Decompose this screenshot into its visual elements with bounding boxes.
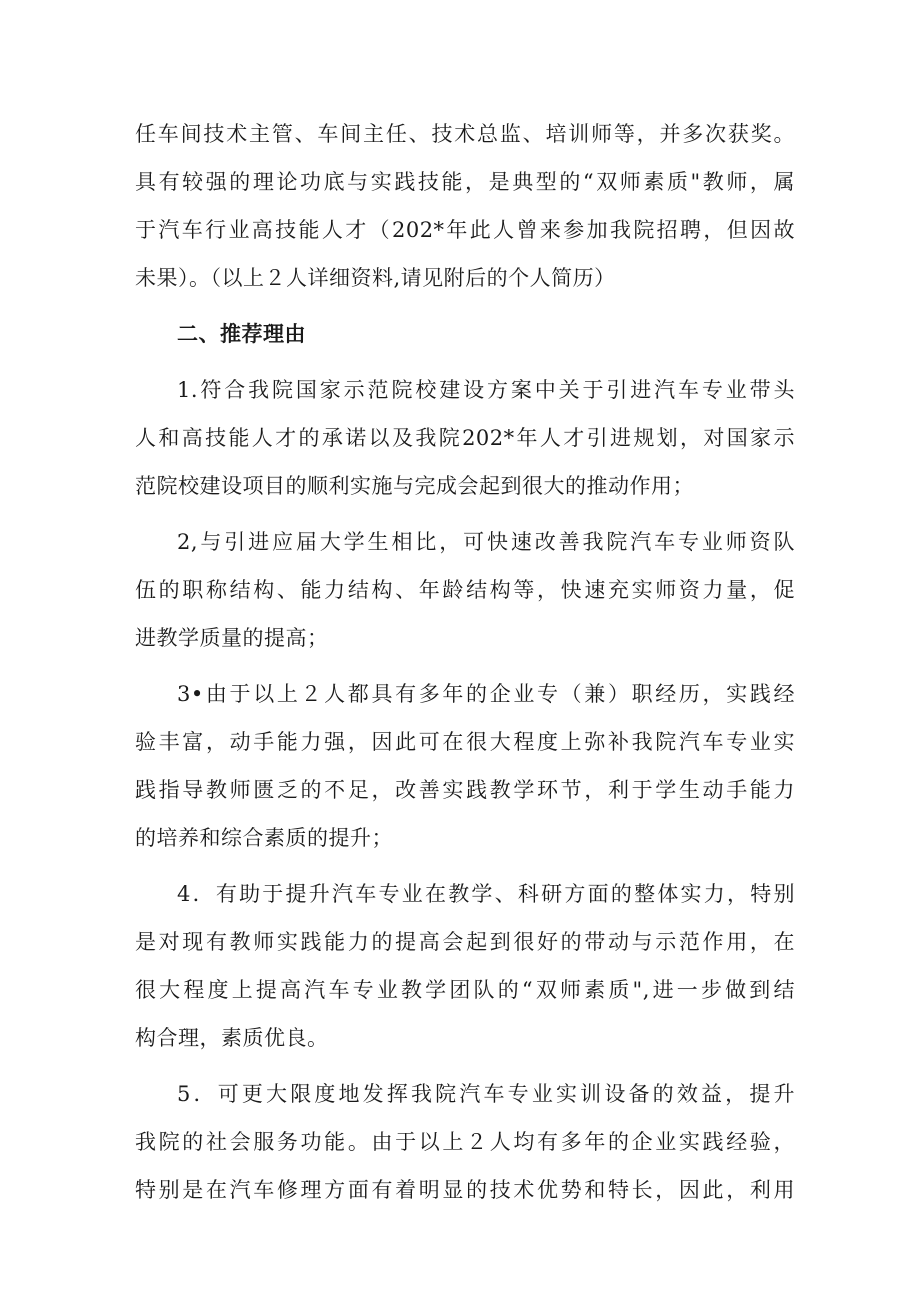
reason-paragraph-3 (135, 670, 795, 862)
text-line: 构合理，素质优良。 (135, 1026, 329, 1050)
text-line: 于汽车行业高技能人才（202*年此人曾来参加我院招聘，但因故 (135, 218, 795, 242)
text-line: 范院校建设项目的顺利实施与完成会起到很大的推动作用； (135, 474, 694, 498)
reason-paragraph-5 (135, 1070, 795, 1214)
intro-paragraph (135, 110, 795, 302)
text-line: 具有较强的理论功底与实践技能，是典型的“双师素质"教师，属 (135, 170, 795, 194)
text-line: 践指导教师匮乏的不足，改善实践教学环节，利于学生动手能力 (135, 778, 795, 802)
reason-paragraph-1 (135, 366, 795, 510)
reason-paragraph-2 (135, 518, 795, 662)
text-line: 我院的社会服务功能。由于以上２人均有多年的企业实践经验， (135, 1130, 795, 1154)
text-line: 1.符合我院国家示范院校建设方案中关于引进汽车专业带头 (177, 378, 795, 402)
text-line: 未果）。（以上２人详细资料,请见附后的个人简历） (135, 266, 616, 290)
text-line: 伍的职称结构、能力结构、年龄结构等，快速充实师资力量，促 (135, 578, 795, 602)
reason-paragraph-4 (135, 870, 795, 1062)
text-line: 进教学质量的提高； (135, 626, 329, 650)
text-line: 人和高技能人才的承诺以及我院202*年人才引进规划，对国家示 (135, 426, 795, 450)
text-line: 特别是在汽车修理方面有着明显的技术优势和特长，因此，利用 (135, 1178, 795, 1202)
text-line: 2,与引进应届大学生相比，可快速改善我院汽车专业师资队 (177, 530, 795, 554)
text-line: 5．可更大限度地发挥我院汽车专业实训设备的效益，提升 (177, 1082, 795, 1106)
text-line: 任车间技术主管、车间主任、技术总监、培训师等，并多次获奖。 (135, 122, 795, 146)
section-heading: 二、推荐理由 (177, 322, 306, 346)
text-line: 3•由于以上２人都具有多年的企业专（兼）职经历，实践经 (177, 682, 795, 706)
document-page (135, 110, 795, 1214)
text-line: 是对现有教师实践能力的提高会起到很好的带动与示范作用，在 (135, 930, 795, 954)
text-line: 验丰富，动手能力强，因此可在很大程度上弥补我院汽车专业实 (135, 730, 795, 754)
text-line: 4．有助于提升汽车专业在教学、科研方面的整体实力，特别 (177, 882, 795, 906)
text-line: 很大程度上提高汽车专业教学团队的“双师素质",进一步做到结 (135, 978, 795, 1002)
text-line: 的培养和综合素质的提升； (135, 826, 393, 850)
